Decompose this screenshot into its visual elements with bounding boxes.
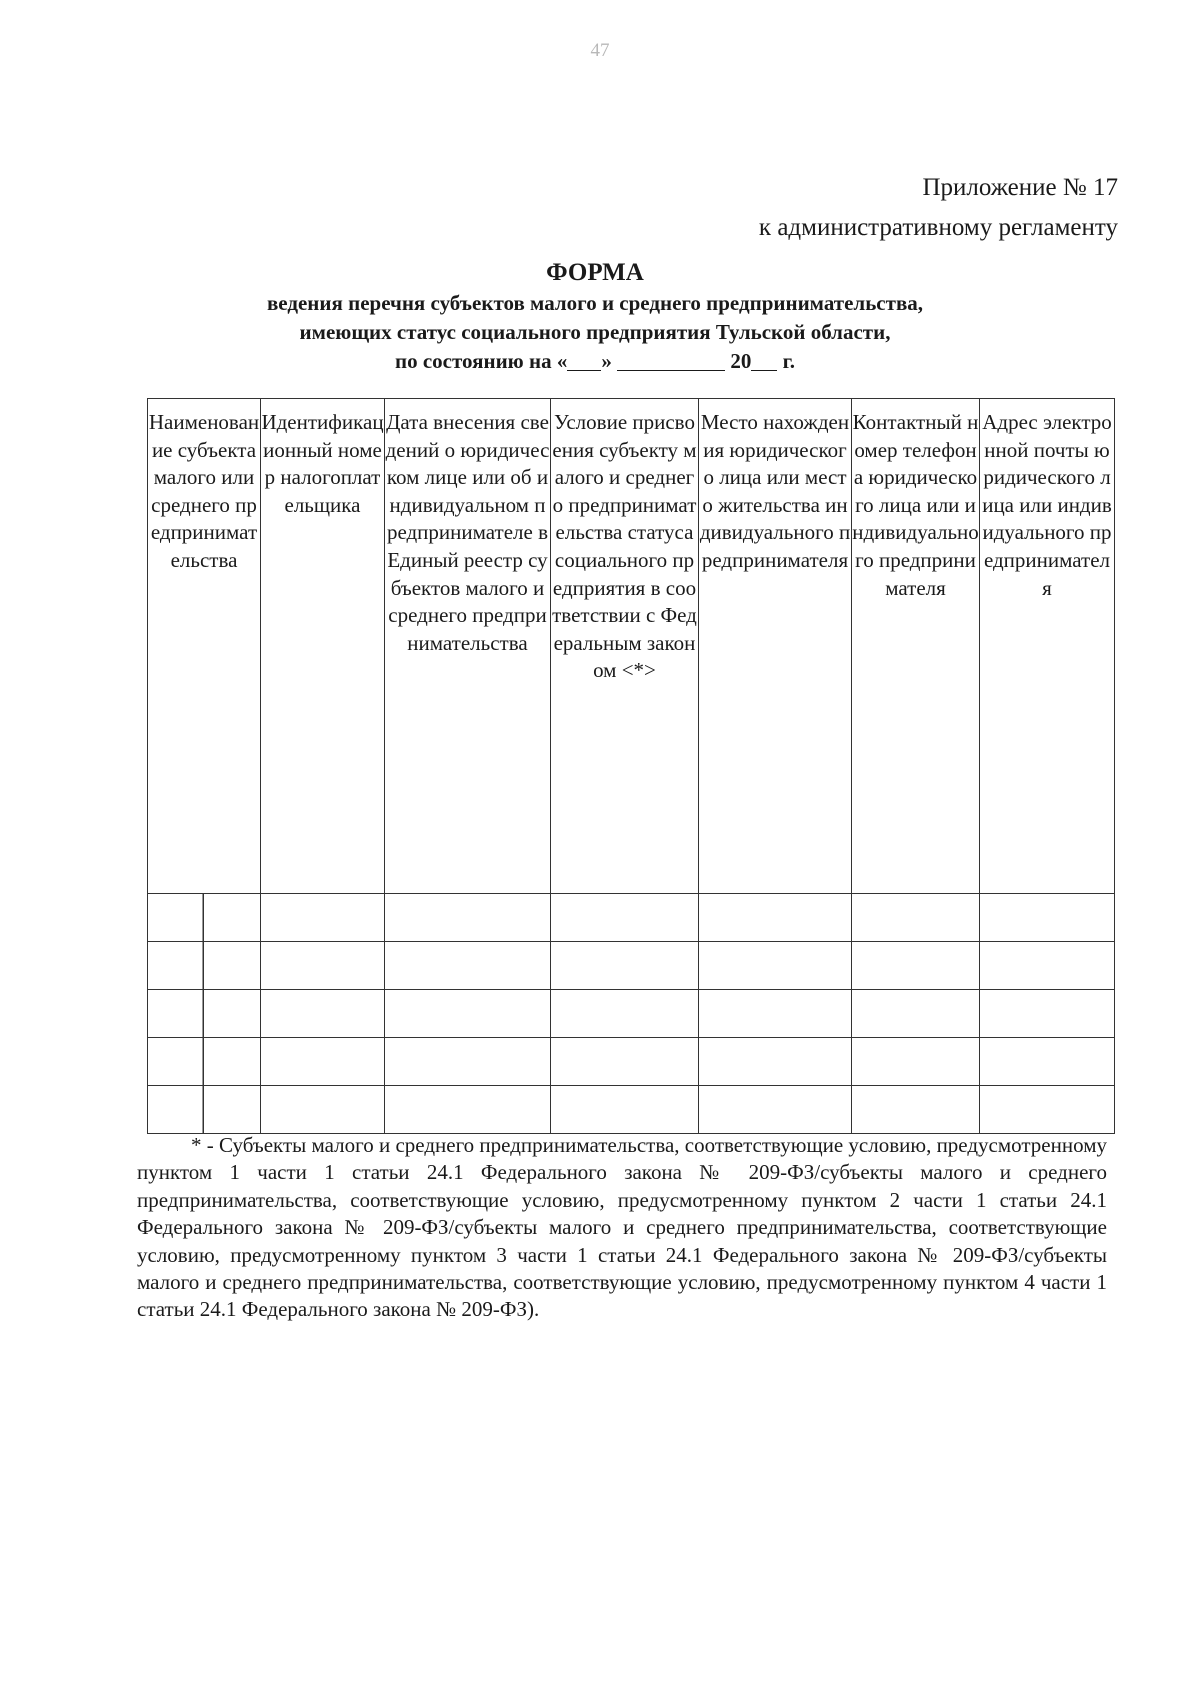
appendix-caption <box>759 168 1118 248</box>
header-registry-date: Дата внесения сведений о юридическом лице или об индивидуальном предпринимателе в Единый реестр субъектов малого и среднего предпринимательства <box>385 399 551 894</box>
table-cell[interactable] <box>551 894 699 942</box>
table-cell[interactable] <box>980 1038 1115 1086</box>
table-cell[interactable] <box>980 942 1115 990</box>
header-inn: Идентификационный номер налогоплательщика <box>261 399 385 894</box>
page-number: 47 <box>590 40 610 61</box>
date-quote-close: » <box>601 349 618 373</box>
table-cell[interactable] <box>385 990 551 1038</box>
footnote-text: * - Субъекты малого и среднего предпринимательства, соответствующие условию, предусмотренному пунктом 1 части 1 статьи 24.1 Федерального закона № 209-ФЗ/субъекты малого и среднего предпринимательства, соответствующие условию, предусмотренному пунктом 2 части 1 статьи 24.1 Федерального закона № 209-ФЗ/субъекты малого и среднего предпринимательства, соответствующие условию, предусмотренному пунктом 3 части 1 статьи 24.1 Федерального закона № 209-ФЗ/субъекты малого и среднего предпринимательства, соответствующие условию, предусмотренному пунктом 4 части 1 статьи 24.1 Федерального закона № 209-ФЗ). <box>137 1133 1107 1322</box>
footnote <box>137 1132 1107 1324</box>
day-blank[interactable] <box>567 350 601 371</box>
month-blank[interactable] <box>617 350 725 371</box>
table-cell[interactable] <box>261 1038 385 1086</box>
table-cell[interactable] <box>261 942 385 990</box>
table-cell[interactable] <box>551 1038 699 1086</box>
table-cell[interactable] <box>148 942 261 990</box>
table-cell[interactable] <box>852 942 980 990</box>
table-row <box>148 942 1115 990</box>
table-cell[interactable] <box>148 894 261 942</box>
table-row <box>148 894 1115 942</box>
table-cell[interactable] <box>551 990 699 1038</box>
form-heading <box>130 257 1060 376</box>
date-prefix: по состоянию на « <box>394 349 568 373</box>
appendix-reference: к административному регламенту <box>758 214 1118 241</box>
table-row <box>148 1086 1115 1134</box>
table-cell[interactable] <box>699 894 852 942</box>
table-cell[interactable] <box>980 894 1115 942</box>
table-cell[interactable] <box>852 1038 980 1086</box>
header-location: Место нахождения юридического лица или место жительства индивидуального предпринимателя <box>699 399 852 894</box>
heading-line-1: ведения перечня субъектов малого и среднего предпринимательства, <box>266 291 924 315</box>
table-cell[interactable] <box>699 1086 852 1134</box>
header-email: Адрес электронной почты юридического лица или индивидуального предпринимателя <box>980 399 1115 894</box>
table-cell[interactable] <box>852 894 980 942</box>
table-cell[interactable] <box>148 990 261 1038</box>
heading-line-3 <box>130 347 1060 376</box>
register-table <box>147 398 1115 1134</box>
table-row <box>148 1038 1115 1086</box>
appendix-number: Приложение № 17 <box>922 174 1118 201</box>
table-cell[interactable] <box>551 1086 699 1134</box>
date-suffix: г. <box>777 349 795 373</box>
header-phone: Контактный номер телефона юридического лица или индивидуального предпринимателя <box>852 399 980 894</box>
table-cell[interactable] <box>699 1038 852 1086</box>
table-row <box>148 990 1115 1038</box>
table-cell[interactable] <box>261 894 385 942</box>
table-cell[interactable] <box>551 942 699 990</box>
table-cell[interactable] <box>699 942 852 990</box>
table-cell[interactable] <box>148 1086 261 1134</box>
date-year: 20 <box>725 349 752 373</box>
heading-line-2: имеющих статус социального предприятия Тульской области, <box>299 320 891 344</box>
table-cell[interactable] <box>852 1086 980 1134</box>
table-cell[interactable] <box>385 942 551 990</box>
table-cell[interactable] <box>980 1086 1115 1134</box>
table-cell[interactable] <box>980 990 1115 1038</box>
table-cell[interactable] <box>699 990 852 1038</box>
header-entity-name: Наименование субъекта малого или среднего предпринимательства <box>148 399 261 894</box>
table-cell[interactable] <box>385 1086 551 1134</box>
table-cell[interactable] <box>261 990 385 1038</box>
form-title: ФОРМА <box>546 259 644 286</box>
table-cell[interactable] <box>261 1086 385 1134</box>
table-header-row <box>148 399 1115 894</box>
table-cell[interactable] <box>852 990 980 1038</box>
header-status-condition: Условие присвоения субъекту малого и среднего предпринимательства статуса социального предприятия в соответствии с Федеральным законом <*> <box>551 399 699 894</box>
table-cell[interactable] <box>385 1038 551 1086</box>
year-blank[interactable] <box>751 350 777 371</box>
table-cell[interactable] <box>148 1038 261 1086</box>
table-body <box>148 894 1115 1134</box>
table-cell[interactable] <box>385 894 551 942</box>
